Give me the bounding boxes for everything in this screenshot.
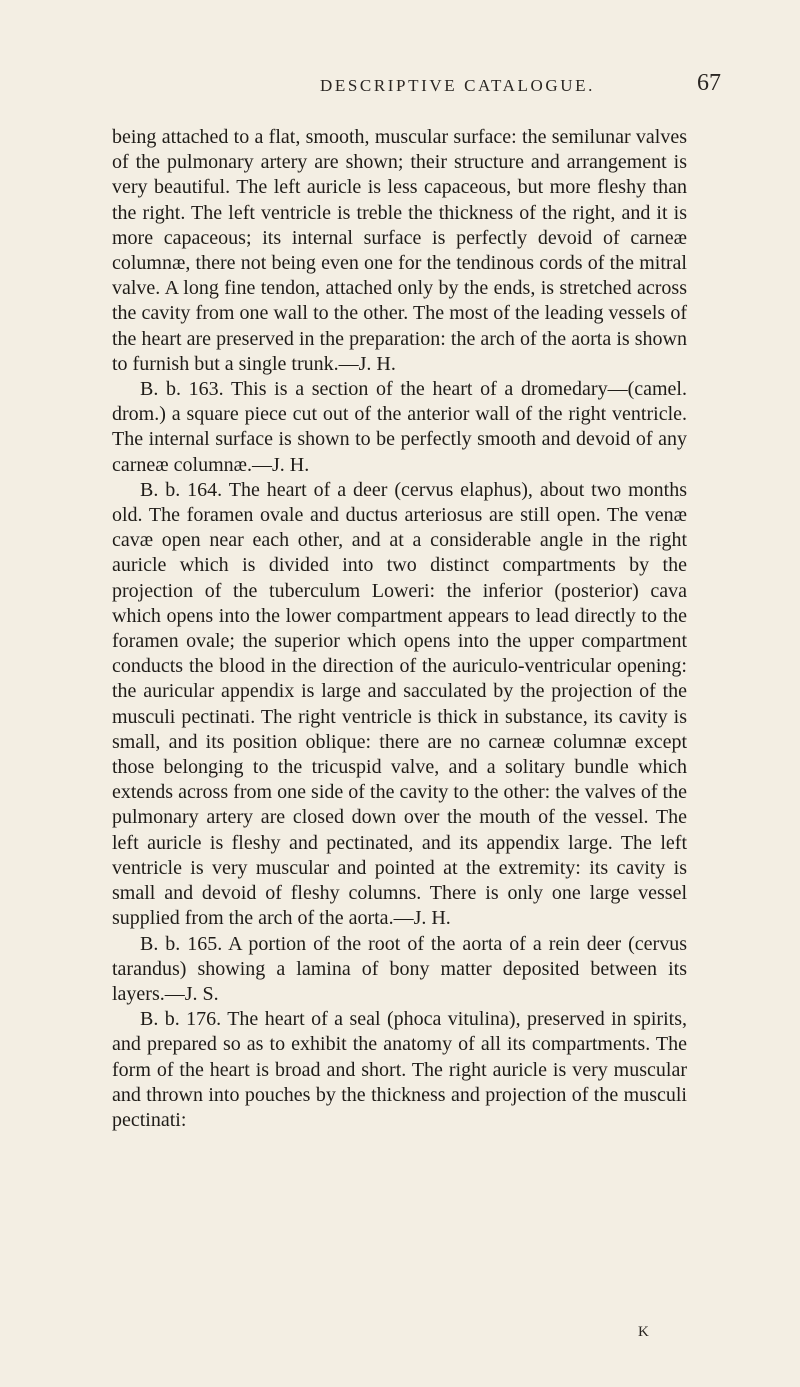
- body-text: [112, 125, 687, 1133]
- running-title: DESCRIPTIVE CATALOGUE.: [320, 76, 595, 95]
- catalogue-entry-176: B. b. 176. The heart of a seal (phoca vitulina), preserved in spirits, and prepared so as to exhibit the anatomy of all its compartments. The form of the heart is broad and short. The right auricle is very muscular and thrown into pouches by the thickness and projection of the musculi pectinati:: [112, 1008, 687, 1131]
- paragraph-continuation: being attached to a flat, smooth, muscular surface: the semilunar valves of the pulmonary artery are shown; their structure and arrangement is very beautiful. The left auricle is less capaceous, but more fleshy than the right. The left ventricle is treble the thickness of the right, and it is more capaceous; its internal surface is perfectly devoid of carneæ columnæ, there not being even one for the tendinous cords of the mitral valve. A long fine tendon, attached only by the ends, is stretched across the cavity from one wall to the other. The most of the leading vessels of the heart are preserved in the preparation: the arch of the aorta is shown to furnish but a single trunk.—J. H.: [112, 126, 687, 375]
- catalogue-entry-164: B. b. 164. The heart of a deer (cervus elaphus), about two months old. The foramen ovale and ductus arteriosus are still open. The venæ cavæ open near each other, and at a considerable angle in the right auricle which is divided into two distinct compartments by the projection of the tuberculum Loweri: the inferior (posterior) cava which opens into the lower compartment appears to lead directly to the foramen ovale; the superior which opens into the upper compartment conducts the blood in the direction of the auriculo-ventricular opening: the auricular appendix is large and sacculated by the projection of the musculi pectinati. The right ventricle is thick in substance, its cavity is small, and its position oblique: there are no carneæ columnæ except those belonging to the tricuspid valve, and a solitary bundle which extends across from one side of the cavity to the other: the valves of the pulmonary artery are closed down over the mouth of the vessel. The left auricle is fleshy and pectinated, and its appendix large. The left ventricle is very muscular and pointed at the extremity: its cavity is small and devoid of fleshy columns. There is only one large vessel supplied from the arch of the aorta.—J. H.: [112, 478, 687, 930]
- signature-mark: K: [638, 1324, 649, 1340]
- running-head: [0, 70, 800, 106]
- catalogue-entry-163: B. b. 163. This is a section of the heart of a dromedary—(camel. drom.) a square piece cut out of the anterior wall of the right ventricle. The internal surface is shown to be perfectly smooth and devoid of any carneæ columnæ.—J. H.: [112, 378, 687, 476]
- page-number: 67: [697, 70, 721, 96]
- catalogue-entry-165: B. b. 165. A portion of the root of the aorta of a rein deer (cervus tarandus) showing a lamina of bony matter deposited between its layers.—J. S.: [112, 932, 687, 1005]
